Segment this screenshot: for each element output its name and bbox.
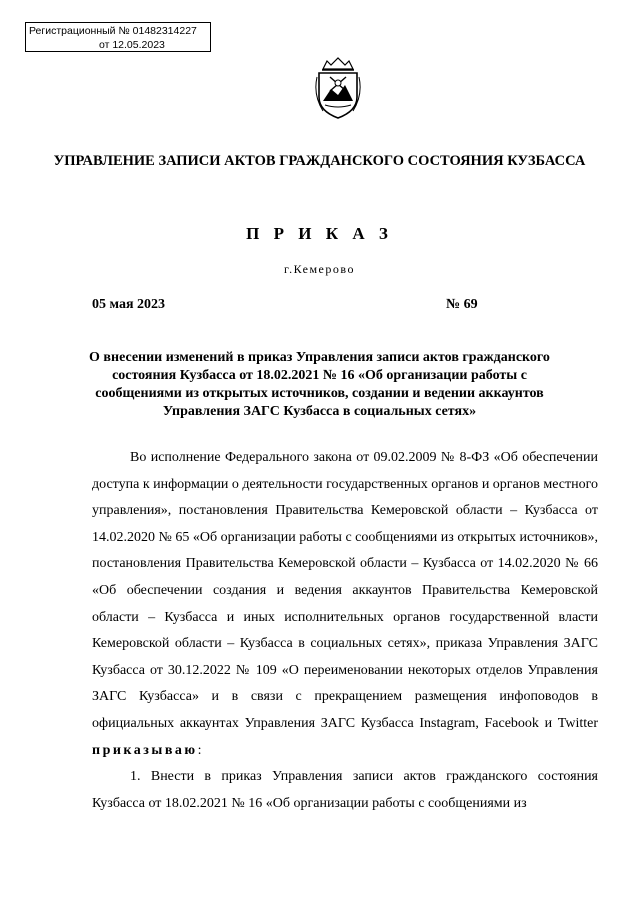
document-body — [92, 445, 598, 817]
city: г.Кемерово — [284, 262, 355, 276]
order-number: № 69 — [446, 297, 478, 312]
order-colon: : — [197, 742, 202, 758]
order-date: 05 мая 2023 — [92, 297, 166, 312]
kuzbass-coat-of-arms-icon — [313, 55, 363, 121]
organization-name: УПРАВЛЕНИЕ ЗАПИСИ АКТОВ ГРАЖДАНСКОГО СОСТОЯНИЯ КУЗБАССА — [53, 153, 586, 169]
preamble-text: Во исполнение Федерального закона от 09.02.2009 № 8-ФЗ «Об обеспечении доступа к информации о деятельности государственных органов и органов местного управления», постановления Правительства Кемеровской области – Кузбасса от 14.02.2020 № 65 «Об организации работы с сообщениями из открытых источников», постановления Правительства Кемеровской области – Кузбасса от 14.02.2020 № 66 «Об обеспечении создания и ведения аккаунтов Правительства Кемеровской области – Кузбасса и иных исполнительных органов государственной власти Кемеровской области – Кузбасса в социальных сетях», приказа Управления ЗАГС Кузбасса от 30.12.2022 № 109 «О переименовании некоторых отделов Управления ЗАГС Кузбасса» и в связи с прекращением размещения инфоповодов в официальных аккаунтах Управления ЗАГС Кузбасса Instagram, Facebook и Twitter — [92, 450, 599, 731]
registration-number: Регистрационный № 01482314227 — [29, 25, 197, 37]
preamble-paragraph — [92, 445, 598, 764]
registration-stamp — [25, 22, 211, 52]
document-type: П Р И К А З — [246, 224, 393, 243]
item-1-paragraph: 1. Внести в приказ Управления записи актов гражданского состояния Кузбасса от 18.02.2021 № 16 «Об организации работы с сообщениями из — [92, 769, 598, 811]
order-subject: О внесении изменений в приказ Управления записи актов гражданского состояния Кузбасса от 18.02.2021 № 16 «Об организации работы с сообщениями из открытых источников, создании и ведении аккаунтов Управления ЗАГС Кузбасса в социальных сетях» — [89, 350, 550, 419]
order-word: приказываю — [92, 742, 198, 758]
registration-date: от 12.05.2023 — [99, 39, 165, 51]
